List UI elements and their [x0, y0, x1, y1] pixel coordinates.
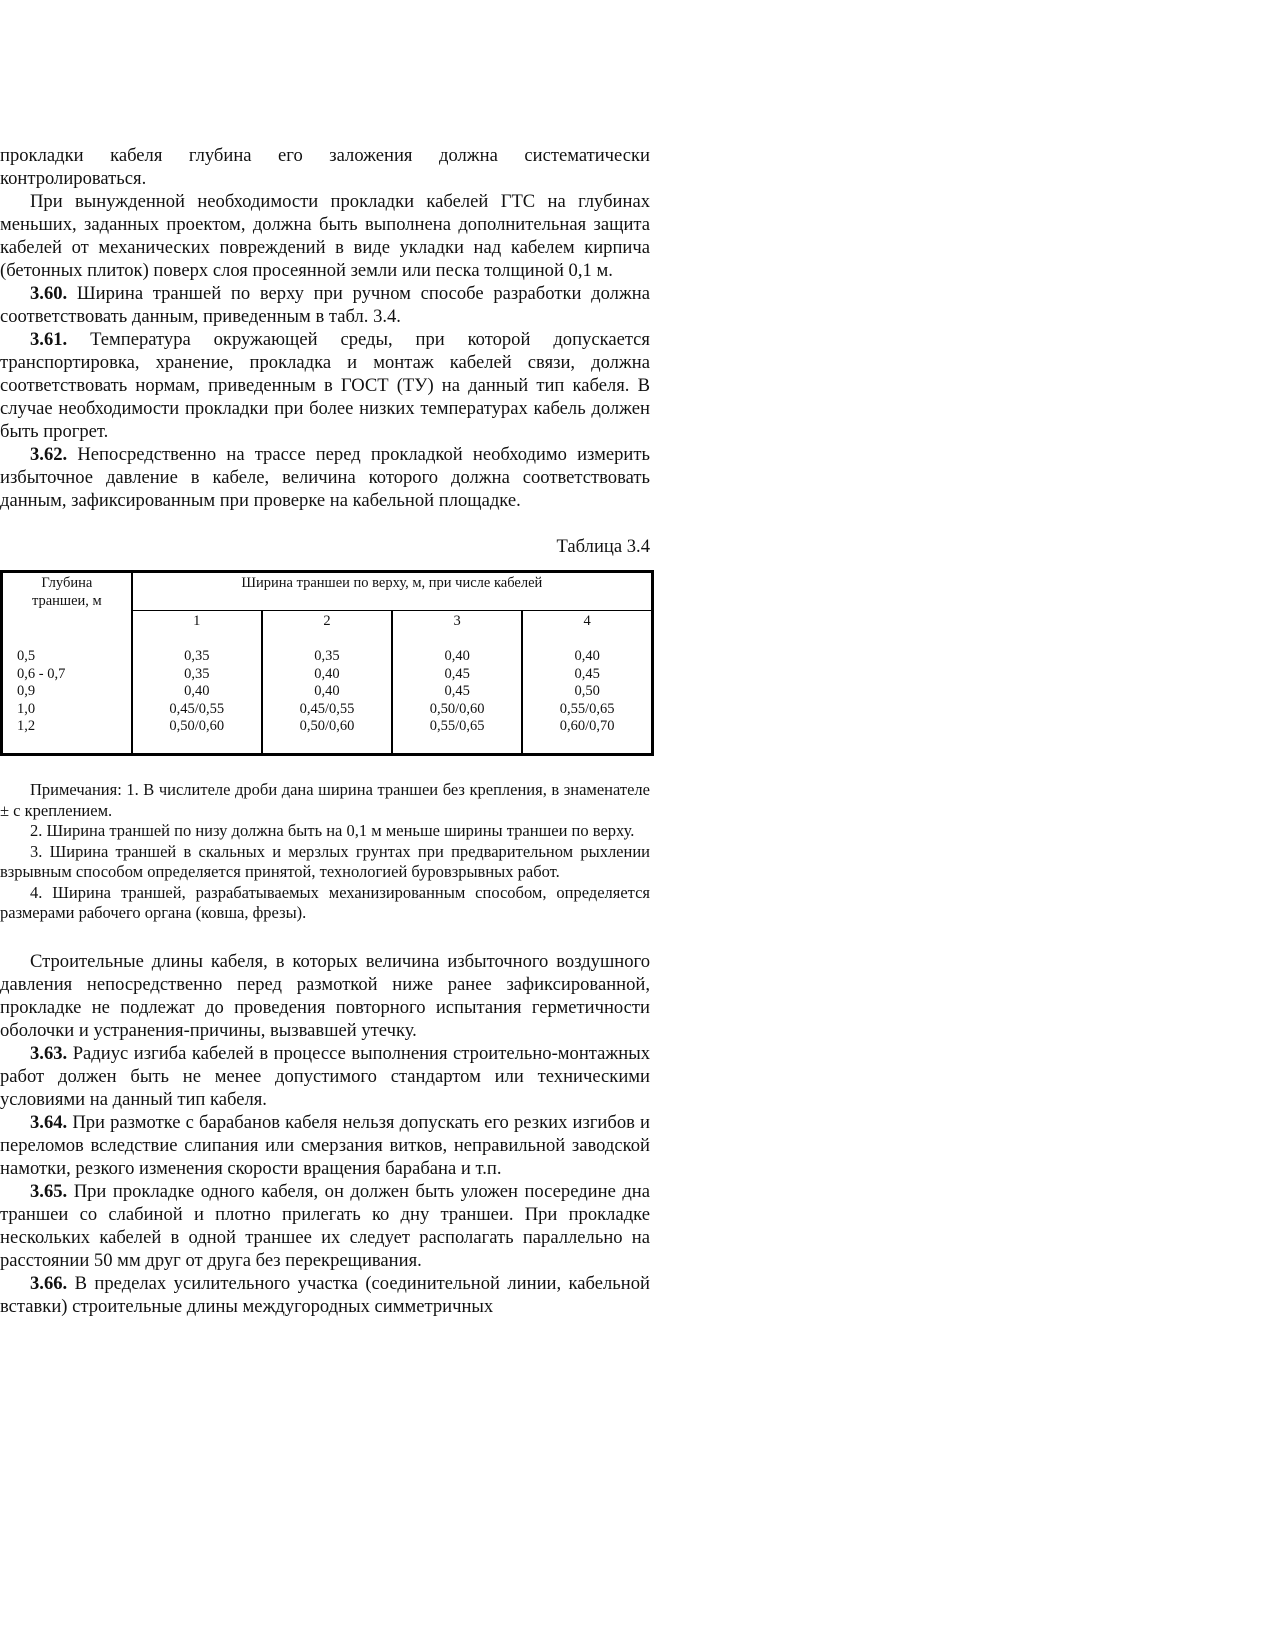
header-depth	[2, 572, 132, 649]
document-page	[0, 144, 650, 1318]
item-text: Ширина траншей по верху при ручном способе разработки должна соответствовать данным, приведенным в табл. 3.4.	[0, 283, 650, 327]
col-number: 1	[132, 611, 262, 649]
col-number: 3	[392, 611, 522, 649]
item-number: 3.63.	[30, 1042, 68, 1064]
item-text: Температура окружающей среды, при которой допускается транспортировка, хранение, прокладка и монтаж кабелей связи, должна соответствовать нормам, приведенным в ГОСТ (ТУ) на данный тип кабеля. В случае необходимости прокладки при более низких температурах кабель должен быть прогрет.	[0, 329, 650, 442]
item-number: 3.64.	[30, 1111, 68, 1133]
item-3-66	[0, 1272, 650, 1318]
col2-values: 0,35 0,40 0,40 0,45/0,55 0,50/0,60	[262, 648, 392, 755]
item-number: 3.66.	[30, 1272, 68, 1294]
note: Примечания: 1. В числителе дроби дана ширина траншеи без крепления, в знаменателе ± с креплением.	[0, 780, 650, 820]
item-number: 3.65.	[30, 1180, 68, 1202]
col-number: 2	[262, 611, 392, 649]
depth-values: 0,5 0,6 - 0,7 0,9 1,0 1,2	[2, 648, 132, 755]
note: 4. Ширина траншей, разрабатываемых механизированным способом, определяется размерами рабочего органа (ковша, фрезы).	[0, 882, 650, 922]
item-3-65	[0, 1180, 650, 1272]
table-caption: Таблица 3.4	[556, 536, 650, 557]
col-number: 4	[583, 613, 591, 629]
paragraph: При вынужденной необходимости прокладки кабелей ГТС на глубинах меньших, заданных проектом, должна быть выполнена дополнительная защита кабелей от механических повреждений в виде укладки над кабелем кирпича (бетонных плиток) поверх слоя просеянной земли или песка толщиной 0,1 м.	[0, 191, 650, 281]
note: 2. Ширина траншей по низу должна быть на 0,1 м меньше ширины траншеи по верху.	[30, 821, 635, 840]
header-width: Ширина траншеи по верху, м, при числе кабелей	[132, 572, 653, 611]
item-3-64	[0, 1111, 650, 1180]
item-number: 3.62.	[30, 444, 68, 465]
item-3-62	[0, 443, 650, 512]
item-3-63	[0, 1042, 650, 1111]
note: 3. Ширина траншей в скальных и мерзлых грунтах при предварительном рыхлении взрывным способом определяется принятой, технологией буровзрывных работ.	[0, 841, 650, 881]
item-number: 3.61.	[30, 329, 68, 350]
item-text: Непосредственно на трассе перед прокладкой необходимо измерить избыточное давление в кабеле, величина которого должна соответствовать данным, зафиксированным при проверке на кабельной площадке.	[0, 444, 650, 511]
paragraph: прокладки кабеля глубина его заложения должна систематически контролироваться.	[0, 145, 650, 189]
notes	[0, 780, 650, 924]
item-text: В пределах усилительного участка (соединительной линии, кабельной вставки) строительные длины междугородных симметричных	[0, 1272, 650, 1317]
item-3-60	[0, 282, 650, 328]
col4-values: 0,40 0,45 0,50 0,55/0,65 0,60/0,70	[559, 648, 615, 734]
item-text: Радиус изгиба кабелей в процессе выполнения строительно-монтажных работ должен быть не менее допустимого стандартом или техническими условиями на данный тип кабеля.	[0, 1042, 650, 1110]
item-number: 3.60.	[30, 283, 68, 304]
col3-values: 0,40 0,45 0,45 0,50/0,60 0,55/0,65	[392, 648, 522, 755]
trench-width-table	[0, 570, 654, 756]
header-depth-label: Глубина траншеи, м	[31, 575, 102, 609]
col1-values: 0,35 0,35 0,40 0,45/0,55 0,50/0,60	[132, 648, 262, 755]
paragraph: Строительные длины кабеля, в которых величина избыточного воздушного давления непосредственно перед размоткой ниже ранее зафиксированной, прокладке не подлежат до проведения повторного испытания герметичности оболочки и устранения-причины, вызвавшей утечку.	[0, 950, 650, 1041]
item-text: При прокладке одного кабеля, он должен быть уложен посередине дна траншеи со слабиной и плотно прилегать ко дну траншеи. При прокладке нескольких кабелей в одной траншее их следует располагать параллельно на расстоянии 50 мм друг от друга без перекрещивания.	[0, 1180, 650, 1271]
item-text: При размотке с барабанов кабеля нельзя допускать его резких изгибов и переломов вследствие слипания или смерзания витков, неправильной заводской намотки, резкого изменения скорости вращения барабана и т.п.	[0, 1111, 650, 1179]
item-3-61	[0, 328, 650, 443]
